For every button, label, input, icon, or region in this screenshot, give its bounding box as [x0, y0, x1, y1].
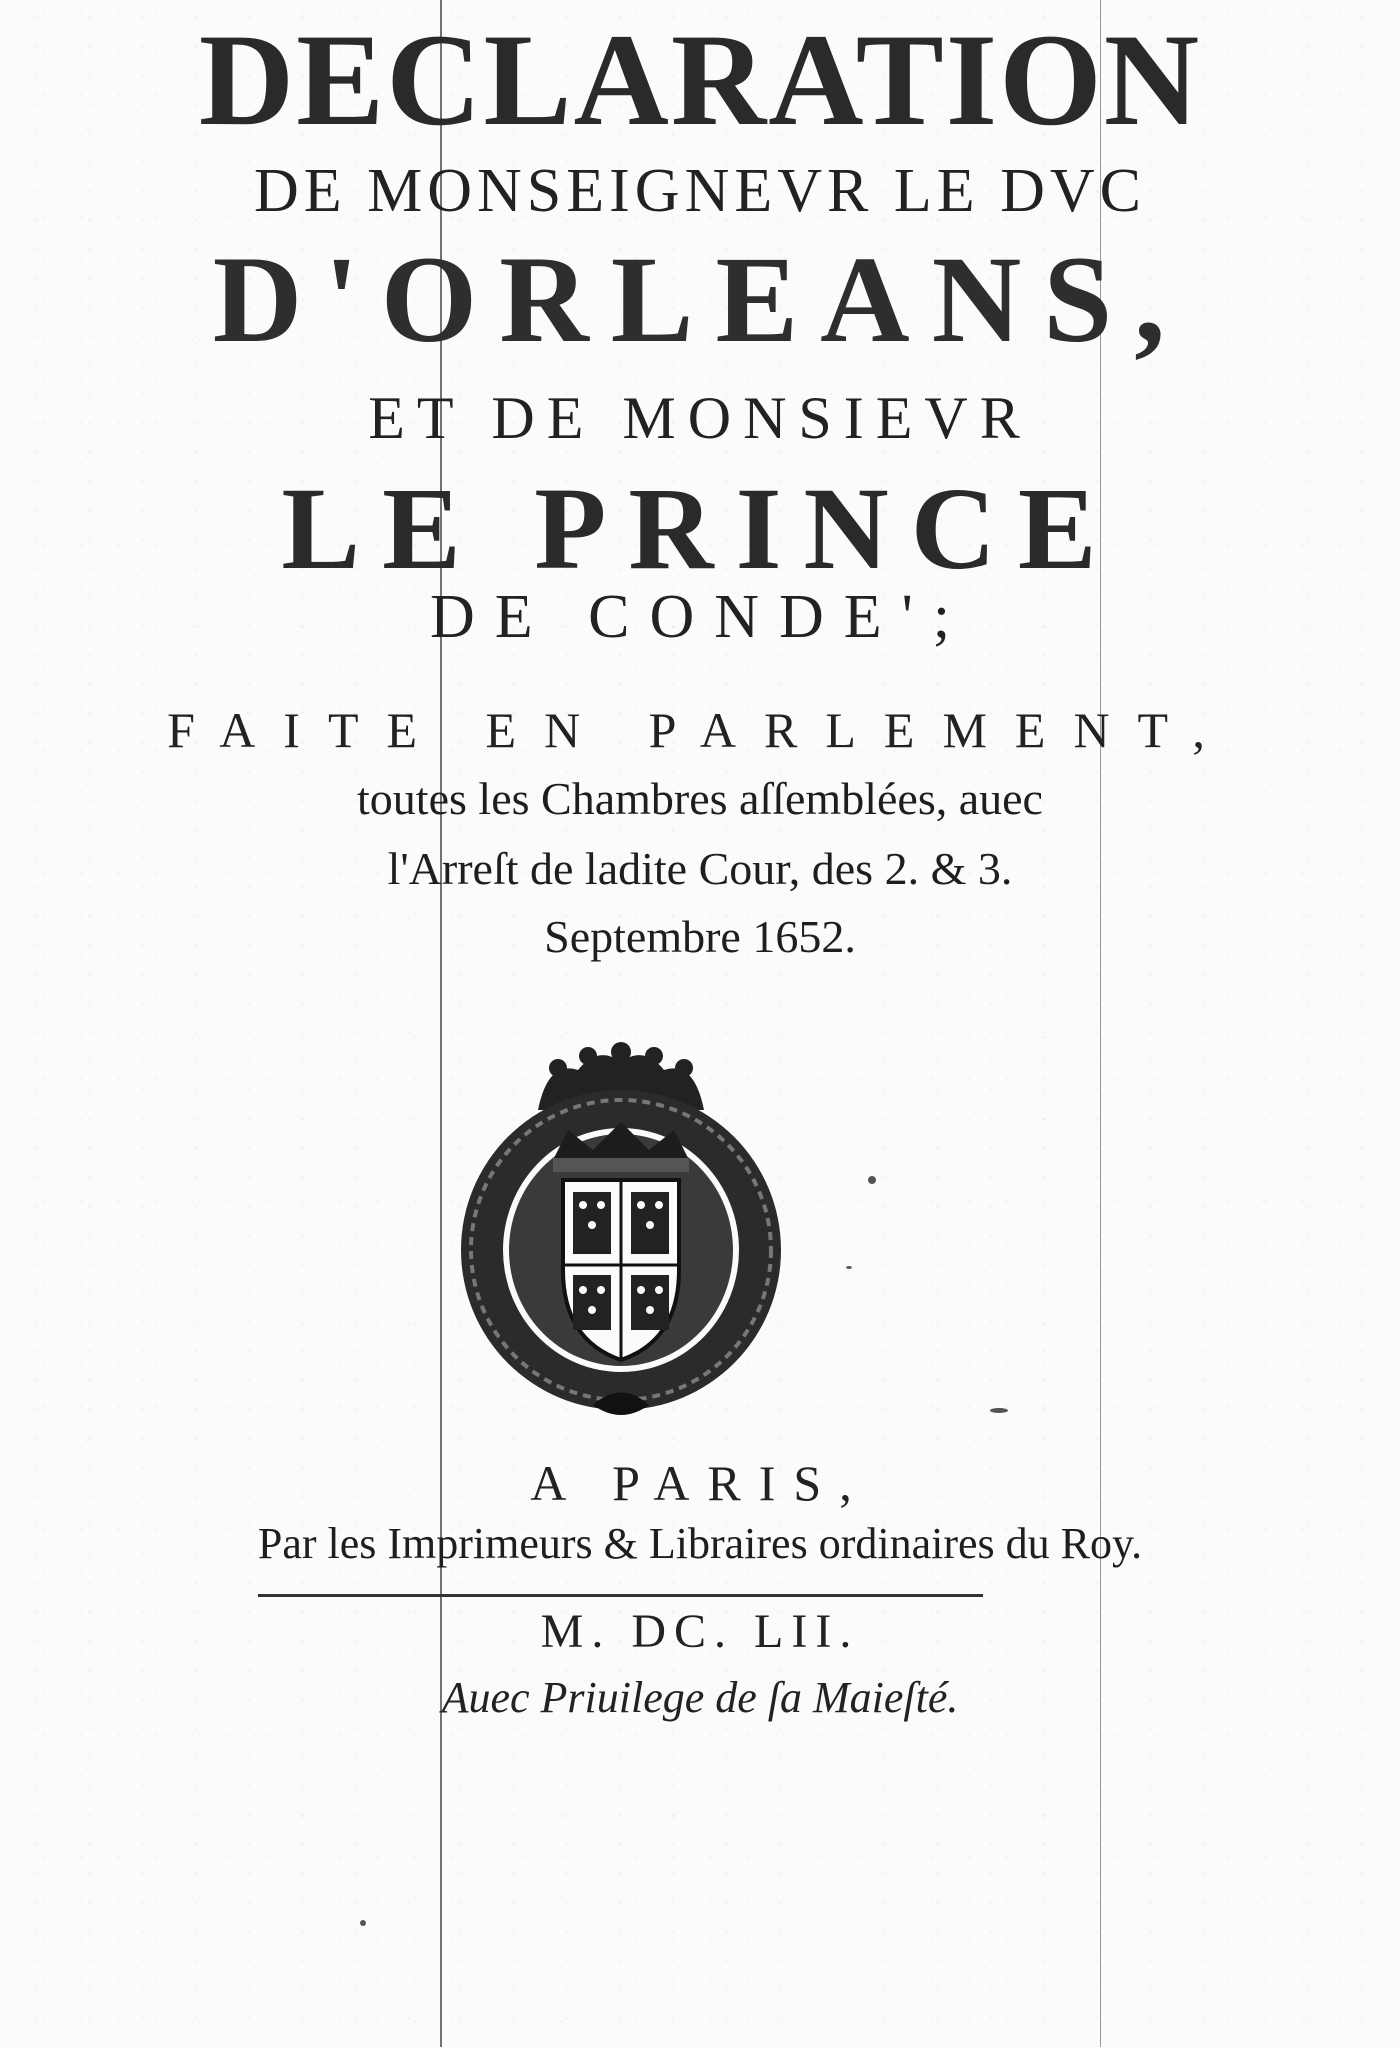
- imprint-printer: Par les Imprimeurs & Libraires ordinaires du Roy.: [257, 1519, 1143, 1568]
- body-text-line: Septembre 1652.: [544, 911, 856, 962]
- title-prince: LE PRINCE: [281, 463, 1119, 594]
- royal-coat-of-arms-icon: [448, 1040, 794, 1430]
- ink-speck: [868, 1176, 876, 1184]
- subtitle-monsieur: ET DE MONSIEVR: [368, 385, 1032, 451]
- body-text-line: toutes les Chambres aſſemblées, auec: [357, 773, 1043, 824]
- title-declaration: DECLARATION: [198, 6, 1202, 153]
- subtitle-parlement: FAITE EN PARLEMENT,: [167, 702, 1233, 758]
- subtitle-conde: DE CONDE';: [429, 583, 971, 651]
- body-text-line: l'Arreſt de ladite Cour, des 2. & 3.: [387, 843, 1013, 894]
- ink-speck: [846, 1266, 852, 1269]
- ink-speck: [990, 1408, 1008, 1413]
- imprint-year: M. DC. LII.: [540, 1605, 860, 1658]
- divider-rule: [258, 1594, 983, 1597]
- imprint-place: A PARIS,: [530, 1455, 870, 1511]
- title-orleans: D'ORLEANS,: [212, 231, 1188, 368]
- subtitle-monseigneur: DE MONSEIGNEVR LE DVC: [253, 157, 1147, 225]
- ink-speck: [360, 1920, 366, 1926]
- imprint-privilege: Auec Priuilege de ſa Maieſté.: [441, 1673, 959, 1722]
